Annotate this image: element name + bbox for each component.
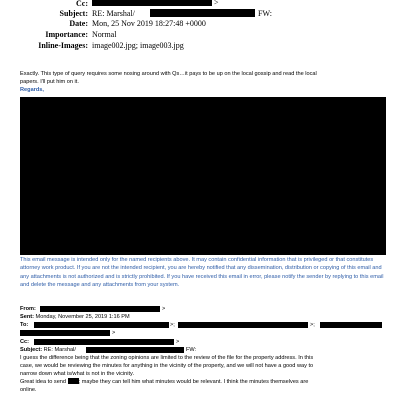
fw-subject-label: Subject: xyxy=(20,347,43,353)
fw-body-line-3: narrow down what is/what is not in the vicinity. xyxy=(20,371,134,377)
fw-from-label: From: xyxy=(20,306,36,312)
fw-body-line-5: online. xyxy=(20,387,37,393)
redacted-subject xyxy=(150,9,255,17)
inline-images-value: image002.jpg; image003.jpg xyxy=(92,41,184,50)
fw-sent-label: Sent: xyxy=(20,314,34,320)
message-line-1: Exactly. This type of query requires some nosing around with Qs…it pays to be up on the local gossip and read the local xyxy=(20,71,317,77)
fw-cc-label: Cc: xyxy=(20,339,30,345)
redacted-signature-block xyxy=(20,97,386,255)
redacted-recipient-inline xyxy=(68,378,79,384)
subject-value: RE: Marshal/ xyxy=(92,9,135,18)
redacted-to-2 xyxy=(178,322,308,328)
fw-body-line-4-pre: Great idea to send xyxy=(20,379,67,385)
fw-sent-value: Monday, November 25, 2019 1:16 PM xyxy=(35,314,130,320)
message-line-2: papers. I'll put him on it. xyxy=(20,79,79,85)
fw-sent-row xyxy=(20,313,130,321)
redacted-cc xyxy=(92,0,212,6)
subject-suffix: FW: xyxy=(258,9,272,18)
redacted-cc-fw xyxy=(34,339,174,345)
redacted-to-1 xyxy=(34,322,169,328)
date-label: Date: xyxy=(69,19,88,28)
fw-body-line-2: case, we would be reviewing the minutes for anything in the vicinity of the property, and we will not have a good way to xyxy=(20,363,314,369)
fw-to-sep-1: >; xyxy=(170,322,175,328)
cc-label: Cc: xyxy=(76,0,88,8)
redacted-from xyxy=(40,306,160,312)
cc-gt: > xyxy=(214,0,219,7)
redacted-fw-subject xyxy=(86,347,184,353)
importance-label: Importance: xyxy=(45,30,88,39)
inline-images-label: Inline-Images: xyxy=(38,41,88,50)
date-value: Mon, 25 Nov 2019 18:27:48 +0000 xyxy=(92,19,206,28)
fw-subject-value: RE: Marshal/ xyxy=(43,347,76,353)
fw-cc-gt: > xyxy=(176,339,180,345)
fw-body-line-1: I guess the difference being that the zoning opinions are limited to the review of the file for the property address. In this xyxy=(20,355,314,361)
fw-to-row xyxy=(20,321,28,329)
redacted-to-4 xyxy=(20,330,110,336)
fw-to-sep-2: >; xyxy=(310,322,315,328)
fw-from-gt: > xyxy=(162,306,166,312)
importance-value: Normal xyxy=(92,30,117,39)
fw-to-gt: > xyxy=(112,330,116,336)
fw-body-line-4-post: ; maybe they can tell him what minutes would be relevant. I think the minutes themselves are xyxy=(78,379,309,385)
confidentiality-disclaimer: This email message is intended only for the named recipients above. It may contain confidential information that is privileged or that constitutes attorney work product. If you are not the intended recipient, you are hereby notified that any dissemination, distribution or copying of this email and any attachments is not authorized and is strictly prohibited. If you have received this email in error, please notify the sender by replying to this email and delete the message and any attachments from your system. xyxy=(20,257,384,289)
subject-label: Subject: xyxy=(59,9,88,18)
fw-to-label: To: xyxy=(20,322,29,328)
fw-subject-suffix: FW: xyxy=(186,347,197,353)
regards-text: Regards, xyxy=(20,87,44,93)
redacted-to-3 xyxy=(320,322,382,328)
